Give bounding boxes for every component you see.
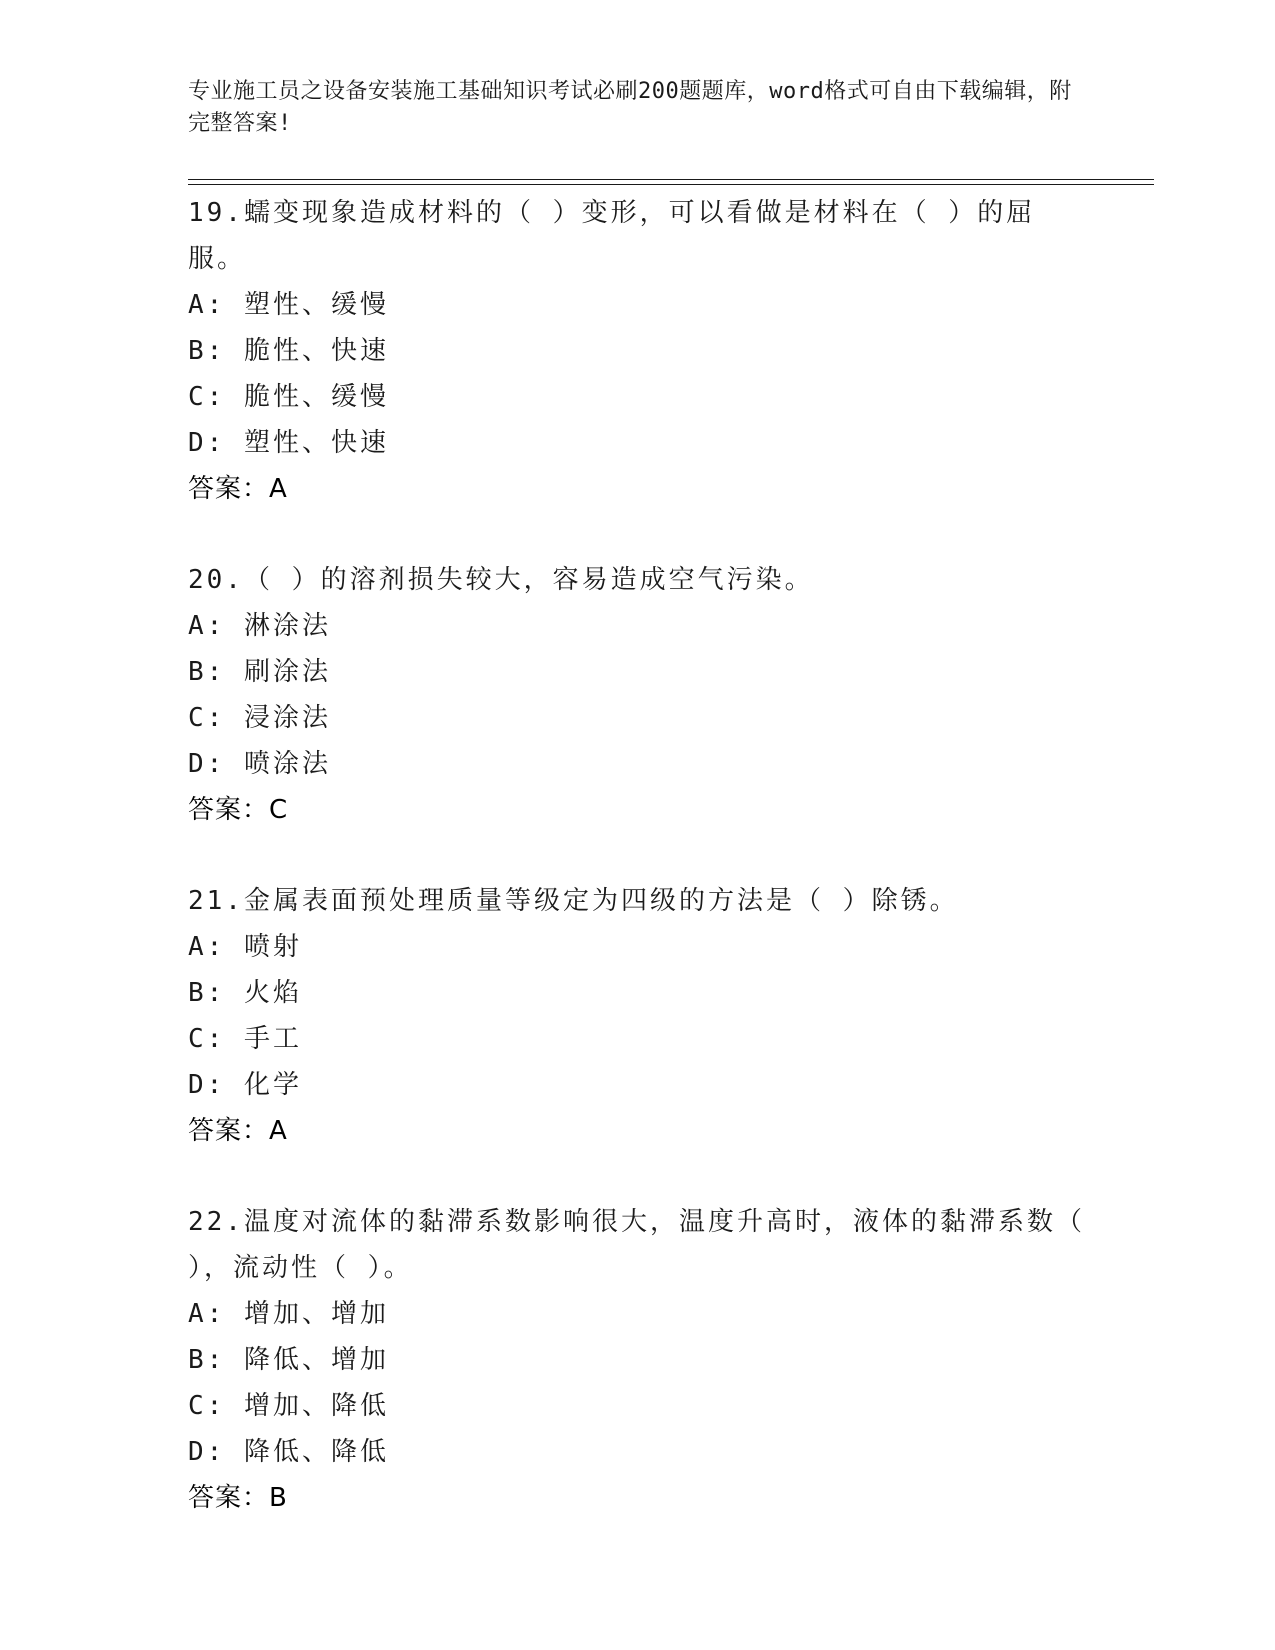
option-b: B: 降低、增加	[188, 1345, 389, 1375]
question-stem: 19.蠕变现象造成材料的（ ）变形，可以看做是材料在（ ）的屈服。	[188, 198, 1036, 274]
header-rule-top	[188, 179, 1154, 180]
question-19	[188, 190, 1088, 512]
question-22	[188, 1199, 1088, 1521]
question-stem: 20.（ ）的溶剂损失较大，容易造成空气污染。	[188, 565, 814, 595]
question-21	[188, 878, 1088, 1154]
header-rule-bottom	[188, 184, 1154, 185]
option-c: C: 手工	[188, 1024, 302, 1054]
option-d: D: 降低、降低	[188, 1437, 389, 1467]
option-b: B: 火焰	[188, 978, 302, 1008]
option-b: B: 脆性、快速	[188, 336, 389, 366]
answer-line: 答案：C	[188, 795, 289, 825]
question-stem: 22.温度对流体的黏滞系数影响很大，温度升高时，液体的黏滞系数（ ），流动性（ ）。	[188, 1207, 1085, 1283]
question-spacer	[188, 833, 1088, 878]
question-spacer	[188, 1154, 1088, 1199]
question-20	[188, 557, 1088, 833]
answer-line: 答案：A	[188, 1116, 288, 1146]
document-header: 专业施工员之设备安装施工基础知识考试必刷200题题库，word格式可自由下载编辑，附完整答案!	[188, 79, 1072, 136]
option-a: A: 增加、增加	[188, 1299, 389, 1329]
answer-line: 答案：B	[188, 1483, 288, 1513]
option-d: D: 化学	[188, 1070, 302, 1100]
question-spacer	[188, 512, 1088, 557]
option-c: C: 浸涂法	[188, 703, 331, 733]
option-a: A: 塑性、缓慢	[188, 290, 389, 320]
option-c: C: 增加、降低	[188, 1391, 389, 1421]
question-stem: 21.金属表面预处理质量等级定为四级的方法是（ ）除锈。	[188, 886, 959, 916]
option-a: A: 淋涂法	[188, 611, 331, 641]
question-list	[188, 190, 1088, 1521]
answer-line: 答案：A	[188, 474, 288, 504]
option-b: B: 刷涂法	[188, 657, 331, 687]
option-c: C: 脆性、缓慢	[188, 382, 389, 412]
option-a: A: 喷射	[188, 932, 302, 962]
option-d: D: 塑性、快速	[188, 428, 389, 458]
option-d: D: 喷涂法	[188, 749, 331, 779]
